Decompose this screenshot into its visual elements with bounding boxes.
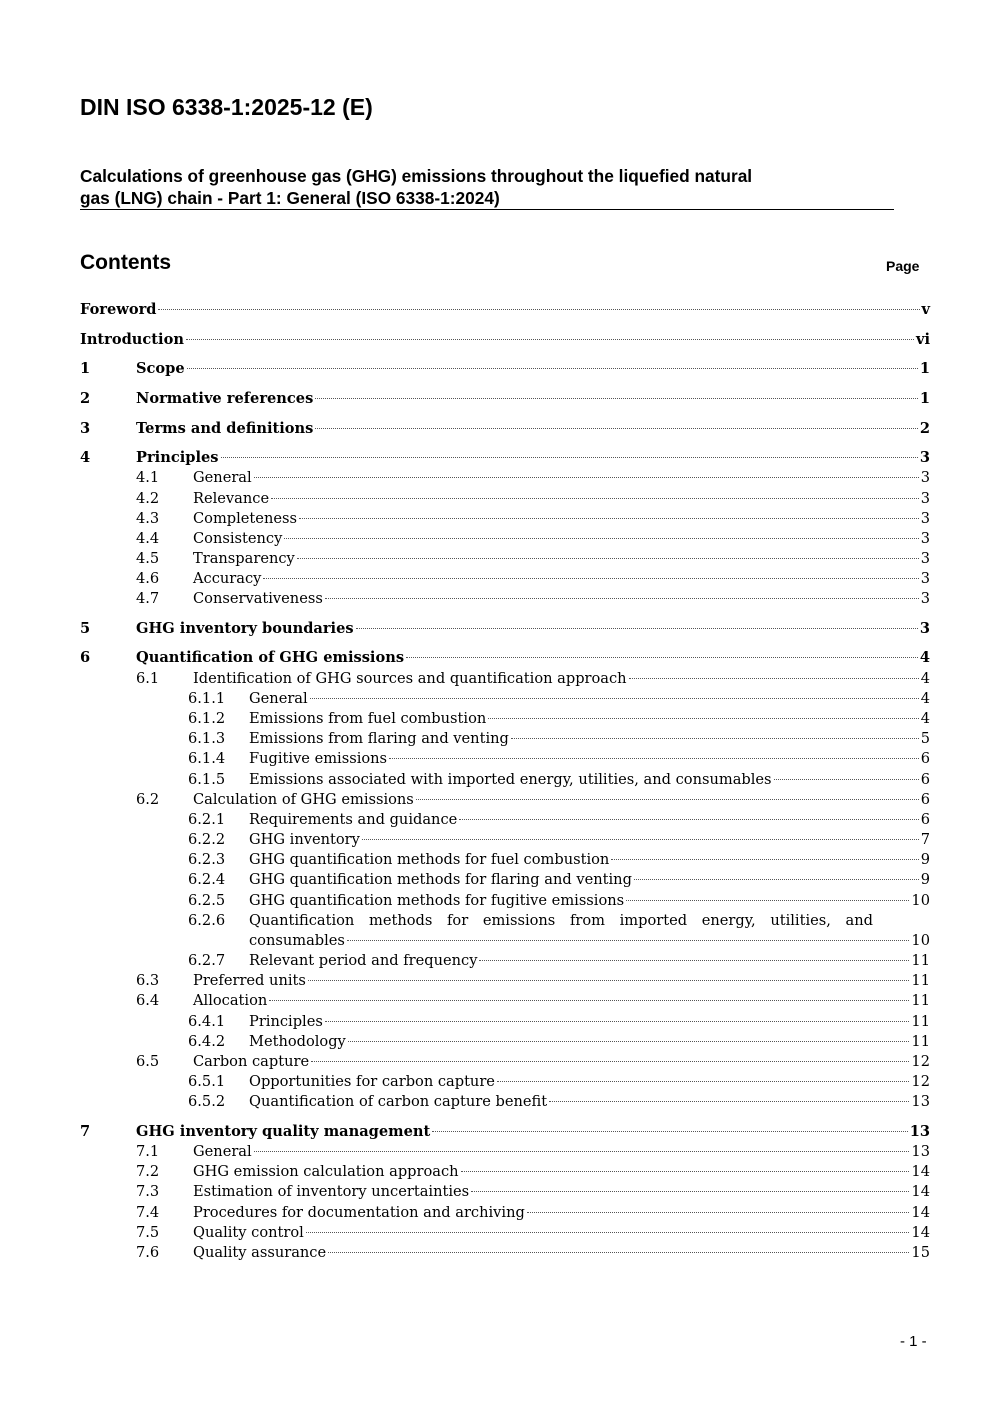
toc-page-number: 13 [911,1093,930,1110]
toc-page-number: 3 [920,490,930,507]
toc-number: 6.1 [136,670,160,687]
toc-title: GHG quantification methods for flaring and venting [249,871,632,888]
toc-number: 4.6 [136,570,160,587]
toc-page-number: 3 [920,510,930,527]
toc-number: 6.2.6 [188,912,226,929]
toc-title: Quality control [193,1224,304,1241]
toc-dot-leader [348,1041,910,1042]
toc-page-number: 13 [911,1143,930,1160]
toc-entry-6-2-4[interactable] [0,870,992,890]
toc-page-number: 6 [920,811,930,828]
toc-dot-leader [325,598,919,599]
toc-title: consumables [249,932,345,949]
toc-dot-leader [432,1131,907,1132]
toc-page-number: 12 [911,1053,930,1070]
toc-title: Transparency [193,550,295,567]
toc-entry-6-2[interactable] [0,790,992,810]
toc-entry-6-2-7[interactable] [0,951,992,971]
document-id: DIN ISO 6338-1:2025-12 (E) [80,94,373,120]
toc-entry-4-6[interactable] [0,569,992,589]
toc-dot-leader [186,339,914,340]
toc-title: Methodology [249,1033,346,1050]
toc-entry-6-2-5[interactable] [0,891,992,911]
toc-number: 6.1.1 [188,690,226,707]
toc-page-number: 3 [920,550,930,567]
toc-number: 5 [80,620,91,637]
toc-entry-4-3[interactable] [0,509,992,529]
toc-dot-leader [611,859,918,860]
toc-page-number: vi [915,331,930,348]
toc-title: Fugitive emissions [249,750,388,767]
toc-number: 6.1.5 [188,771,226,788]
toc-dot-leader [356,628,918,629]
toc-entry-6-5-1[interactable] [0,1072,992,1092]
toc-dot-leader [315,428,917,429]
toc-dot-leader [626,900,909,901]
toc-title: Identification of GHG sources and quantification approach [193,670,627,687]
toc-entry-4-2[interactable] [0,489,992,509]
toc-dot-leader [308,980,910,981]
toc-dot-leader [263,578,918,579]
toc-entry-introduction[interactable] [0,330,992,350]
toc-page-number: 6 [920,791,930,808]
toc-page-number: 14 [911,1183,930,1200]
toc-title: GHG inventory quality management [136,1123,431,1140]
toc-page-number: 6 [920,750,930,767]
toc-title: Conservativeness [193,590,323,607]
toc-title: Relevant period and frequency [249,952,478,969]
toc-dot-leader [479,960,909,961]
toc-title: GHG inventory boundaries [136,620,354,637]
toc-page-number: 2 [919,420,930,437]
toc-number: 6.2.3 [188,851,226,868]
toc-number: 6.2 [136,791,160,808]
toc-dot-leader [362,839,919,840]
toc-entry-6-4[interactable] [0,991,992,1011]
toc-entry-clause-1[interactable] [0,359,992,379]
toc-page-number: 3 [920,530,930,547]
toc-entry-clause-2[interactable] [0,389,992,409]
toc-entry-6-1-5[interactable] [0,770,992,790]
toc-entry-6-1-2[interactable] [0,709,992,729]
toc-entry-4-4[interactable] [0,529,992,549]
toc-dot-leader [158,309,919,310]
toc-page-number: 11 [911,1013,930,1030]
toc-number: 6.1.3 [188,730,226,747]
toc-number: 6.3 [136,972,160,989]
toc-number: 7.1 [136,1143,160,1160]
toc-page-number: 3 [919,620,930,637]
toc-number: 6.2.5 [188,892,226,909]
toc-title: Carbon capture [193,1053,310,1070]
toc-number: 7.4 [136,1204,160,1221]
toc-page-number: 11 [911,952,930,969]
toc-page-number: 5 [920,730,930,747]
toc-page-number: 4 [920,690,930,707]
toc-dot-leader [306,1232,910,1233]
toc-number: 2 [80,390,91,407]
toc-dot-leader [284,538,918,539]
toc-entry-7-6[interactable] [0,1243,992,1263]
toc-page-number: 10 [911,892,930,909]
toc-title: Introduction [80,331,184,348]
toc-dot-leader [299,518,919,519]
toc-number: 4 [80,449,91,466]
toc-page-number: 7 [920,831,930,848]
toc-number: 4.2 [136,490,160,507]
toc-number: 7.3 [136,1183,160,1200]
toc-title: Principles [136,449,219,466]
toc-entry-6-5[interactable] [0,1052,992,1072]
toc-entry-6-4-1[interactable] [0,1012,992,1032]
toc-page-number: 4 [919,649,930,666]
toc-page-number: 14 [911,1204,930,1221]
toc-title: Quantification of GHG emissions [136,649,405,666]
toc-title: Scope [136,360,185,377]
toc-dot-leader [254,1151,910,1152]
toc-entry-4-5[interactable] [0,549,992,569]
toc-dot-leader [459,819,918,820]
toc-title: GHG quantification methods for fugitive emissions [249,892,625,909]
toc-dot-leader [416,799,919,800]
toc-title: Estimation of inventory uncertainties [193,1183,470,1200]
toc-title: Calculation of GHG emissions [193,791,414,808]
toc-number: 6.4 [136,992,160,1009]
toc-page-number: 14 [911,1224,930,1241]
toc-dot-leader [389,758,919,759]
page-number-footer: - 1 - [900,1333,927,1350]
toc-number: 7.6 [136,1244,160,1261]
toc-title: Emissions from flaring and venting [249,730,509,747]
toc-page-number: 6 [920,771,930,788]
toc-number: 6.1.2 [188,710,226,727]
toc-page-number: 11 [911,992,930,1009]
toc-entry-clause-6[interactable] [0,648,992,668]
toc-dot-leader [347,940,910,941]
toc-entry-4-1[interactable] [0,468,992,488]
toc-number: 4.3 [136,510,160,527]
toc-dot-leader [488,718,918,719]
toc-entry-clause-5[interactable] [0,619,992,639]
toc-title: Opportunities for carbon capture [249,1073,495,1090]
toc-page-number: 10 [911,932,930,949]
toc-number: 6.2.4 [188,871,226,888]
toc-number: 4.4 [136,530,160,547]
toc-entry-clause-4[interactable] [0,448,992,468]
toc-entry-6-2-6[interactable] [0,911,992,951]
toc-number: 1 [80,360,91,377]
toc-entry-6-1-4[interactable] [0,749,992,769]
toc-title: Preferred units [193,972,306,989]
toc-title: Allocation [193,992,268,1009]
toc-title: Relevance [193,490,270,507]
toc-number: 6.5.2 [188,1093,226,1110]
toc-number: 4.5 [136,550,160,567]
toc-entry-6-2-1[interactable] [0,810,992,830]
toc-page-number: 3 [920,570,930,587]
toc-page-number: v [921,301,930,318]
toc-title: GHG inventory [249,831,360,848]
toc-page-number: 11 [911,1033,930,1050]
toc-page-number: 3 [920,469,930,486]
contents-heading: Contents [80,251,171,274]
toc-entry-6-4-2[interactable] [0,1032,992,1052]
toc-page-number: 3 [919,449,930,466]
toc-number: 6.2.2 [188,831,226,848]
toc-title: Quality assurance [193,1244,327,1261]
toc-page-number: 9 [920,871,930,888]
toc-dot-leader [328,1252,909,1253]
toc-entry-6-2-2[interactable] [0,830,992,850]
toc-title: Emissions associated with imported energy, utilities, and consumables [249,771,772,788]
page-column-label: Page [886,258,920,274]
toc-page-number: 15 [911,1244,930,1261]
toc-dot-leader [310,698,919,699]
toc-dot-leader [221,457,918,458]
toc-page-number: 11 [911,972,930,989]
toc-entry-6-1[interactable] [0,669,992,689]
toc-entry-clause-3[interactable] [0,419,992,439]
toc-page-number: 9 [920,851,930,868]
toc-dot-leader [471,1191,909,1192]
toc-dot-leader [527,1212,910,1213]
toc-entry-7-2[interactable] [0,1162,992,1182]
toc-dot-leader [315,398,918,399]
toc-title: Foreword [80,301,157,318]
toc-number: 6.2.7 [188,952,226,969]
toc-title: Principles [249,1013,323,1030]
toc-number: 6 [80,649,91,666]
toc-dot-leader [297,558,919,559]
toc-number: 6.1.4 [188,750,226,767]
toc-entry-4-7[interactable] [0,589,992,609]
toc-number: 4.7 [136,590,160,607]
toc-title: General [193,469,252,486]
toc-page-number: 4 [920,710,930,727]
toc-page-number: 4 [920,670,930,687]
toc-dot-leader [187,368,918,369]
toc-title: Completeness [193,510,297,527]
toc-entry-6-3[interactable] [0,971,992,991]
toc-number: 7 [80,1123,91,1140]
toc-dot-leader [271,498,919,499]
toc-dot-leader [325,1021,910,1022]
toc-dot-leader [311,1061,909,1062]
toc-dot-leader [461,1171,910,1172]
toc-title: Terms and definitions [136,420,314,437]
toc-number: 7.2 [136,1163,160,1180]
toc-dot-leader [629,678,919,679]
toc-number: 4.1 [136,469,160,486]
toc-title: GHG quantification methods for fuel combustion [249,851,610,868]
toc-entry-6-1-1[interactable] [0,689,992,709]
toc-entry-foreword[interactable] [0,300,992,320]
toc-dot-leader [269,1000,909,1001]
toc-number: 6.5 [136,1053,160,1070]
toc-entry-6-5-2[interactable] [0,1092,992,1112]
toc-entry-7-4[interactable] [0,1203,992,1223]
toc-page-number: 1 [919,390,930,407]
toc-title: Quantification of carbon capture benefit [249,1093,548,1110]
toc-dot-leader [254,477,919,478]
toc-entry-7-3[interactable] [0,1182,992,1202]
toc-entry-6-1-3[interactable] [0,729,992,749]
toc-number: 6.4.1 [188,1013,226,1030]
toc-number: 3 [80,420,91,437]
toc-entry-clause-7[interactable] [0,1122,992,1142]
toc-number: 6.2.1 [188,811,226,828]
toc-title: GHG emission calculation approach [193,1163,459,1180]
toc-title: Quantification methods for emissions from imported energy, utilities, and [249,912,873,929]
toc-page-number: 3 [920,590,930,607]
toc-dot-leader [497,1081,909,1082]
toc-entry-7-5[interactable] [0,1223,992,1243]
toc-entry-6-2-3[interactable] [0,850,992,870]
toc-page-number: 1 [919,360,930,377]
document-title-line-1: Calculations of greenhouse gas (GHG) emissions throughout the liquefied natural [80,166,753,186]
toc-dot-leader [406,657,918,658]
toc-number: 7.5 [136,1224,160,1241]
document-title [80,165,894,210]
toc-title: Consistency [193,530,283,547]
toc-page-number: 12 [911,1073,930,1090]
toc-dot-leader [511,738,919,739]
toc-title: Procedures for documentation and archiving [193,1204,525,1221]
toc-title: Accuracy [193,570,262,587]
toc-title: General [193,1143,252,1160]
toc-title: General [249,690,308,707]
toc-dot-leader [549,1101,909,1102]
toc-title: Normative references [136,390,314,407]
toc-number: 6.5.1 [188,1073,226,1090]
toc-page-number: 13 [909,1123,930,1140]
toc-entry-7-1[interactable] [0,1142,992,1162]
toc-dot-leader [774,779,919,780]
toc-page-number: 14 [911,1163,930,1180]
toc-title: Requirements and guidance [249,811,458,828]
toc-number: 6.4.2 [188,1033,226,1050]
toc-dot-leader [634,879,919,880]
toc-title: Emissions from fuel combustion [249,710,487,727]
document-title-line-2: gas (LNG) chain - Part 1: General (ISO 6338-1:2024) [80,188,500,208]
